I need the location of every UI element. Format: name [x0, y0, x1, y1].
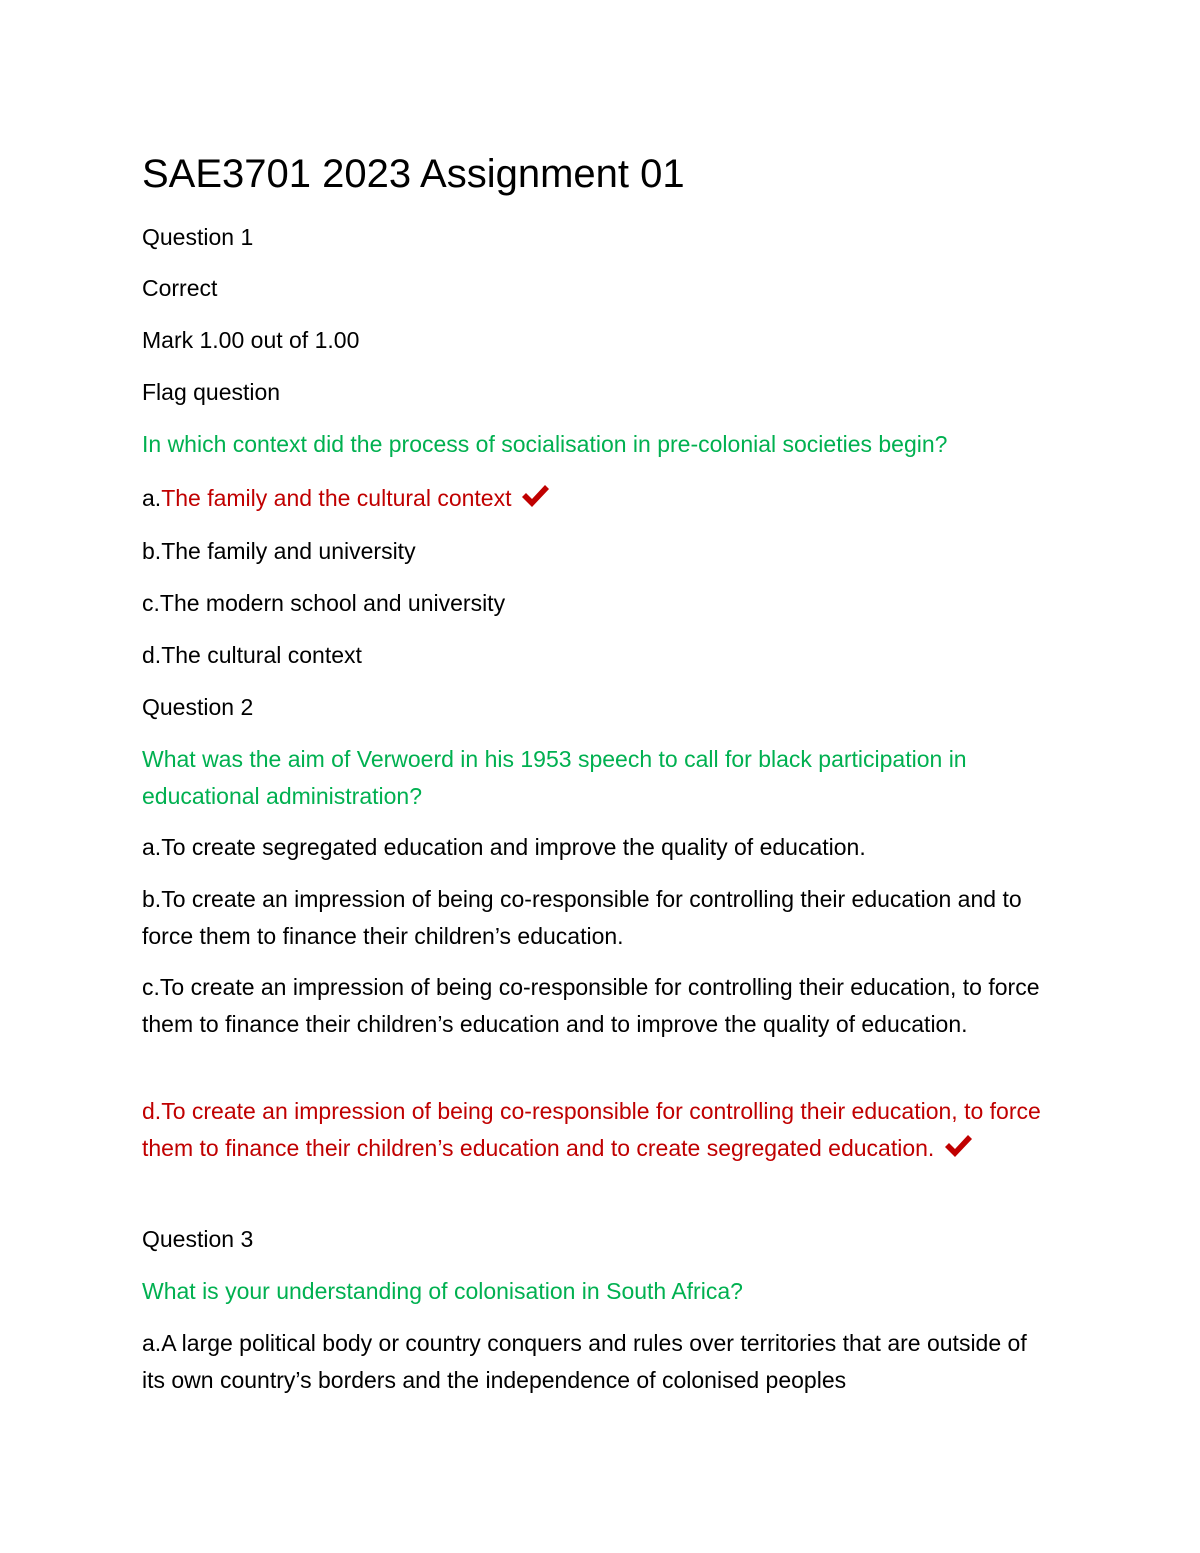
check-mark-icon: [943, 1133, 973, 1159]
option-letter: c.: [142, 974, 160, 1000]
question-1-option-a: [142, 480, 1052, 517]
question-3-prompt: What is your understanding of colonisation in South Africa?: [142, 1278, 743, 1304]
question-1-prompt: In which context did the process of socialisation in pre-colonial societies begin?: [142, 431, 948, 457]
option-text: A large political body or country conquers and rules over territories that are outside of its own country’s borders and the independence of colonised peoples: [142, 1330, 1027, 1393]
option-text: To create an impression of being co-responsible for controlling their education and to force them to finance their children’s education.: [142, 886, 1022, 949]
question-2-option-a: [142, 829, 1052, 866]
question-1-option-d: [142, 637, 1052, 674]
option-text: The family and university: [161, 538, 416, 564]
question-2-prompt: What was the aim of Verwoerd in his 1953 speech to call for black participation in educational administration?: [142, 746, 967, 809]
question-2-option-d: [142, 1093, 1052, 1166]
option-letter: a.: [142, 834, 162, 860]
option-text-correct: The family and the cultural context: [161, 485, 512, 511]
question-1-status: Correct: [142, 275, 218, 301]
option-text-correct: To create an impression of being co-responsible for controlling their education, to force them to finance their children’s education and to create segregated education.: [142, 1098, 1041, 1161]
question-1-mark: Mark 1.00 out of 1.00: [142, 327, 360, 353]
option-letter: c.: [142, 590, 160, 616]
question-1-heading: Question 1: [142, 224, 254, 250]
question-2-option-c: [142, 969, 1052, 1042]
document-title: SAE3701 2023 Assignment 01: [142, 152, 685, 196]
option-text: To create an impression of being co-responsible for controlling their education, to force them to finance their children’s education and to improve the quality of education.: [142, 974, 1040, 1037]
option-letter: a.: [142, 1330, 162, 1356]
option-text: The cultural context: [161, 642, 362, 668]
question-2-heading: Question 2: [142, 694, 254, 720]
option-letter: b.: [142, 538, 162, 564]
option-text: To create segregated education and improve the quality of education.: [161, 834, 866, 860]
option-letter: d.: [142, 642, 162, 668]
check-mark-icon: [520, 483, 550, 509]
question-2-option-b: [142, 881, 1052, 954]
option-letter: b.: [142, 886, 162, 912]
option-letter: a.: [142, 485, 162, 511]
question-3-option-a: [142, 1325, 1052, 1398]
question-1-option-b: [142, 533, 1052, 570]
option-letter: d.: [142, 1098, 162, 1124]
question-1-option-c: [142, 585, 1052, 622]
option-text: The modern school and university: [159, 590, 506, 616]
flag-question-link[interactable]: Flag question: [142, 379, 281, 405]
question-3-heading: Question 3: [142, 1226, 254, 1252]
